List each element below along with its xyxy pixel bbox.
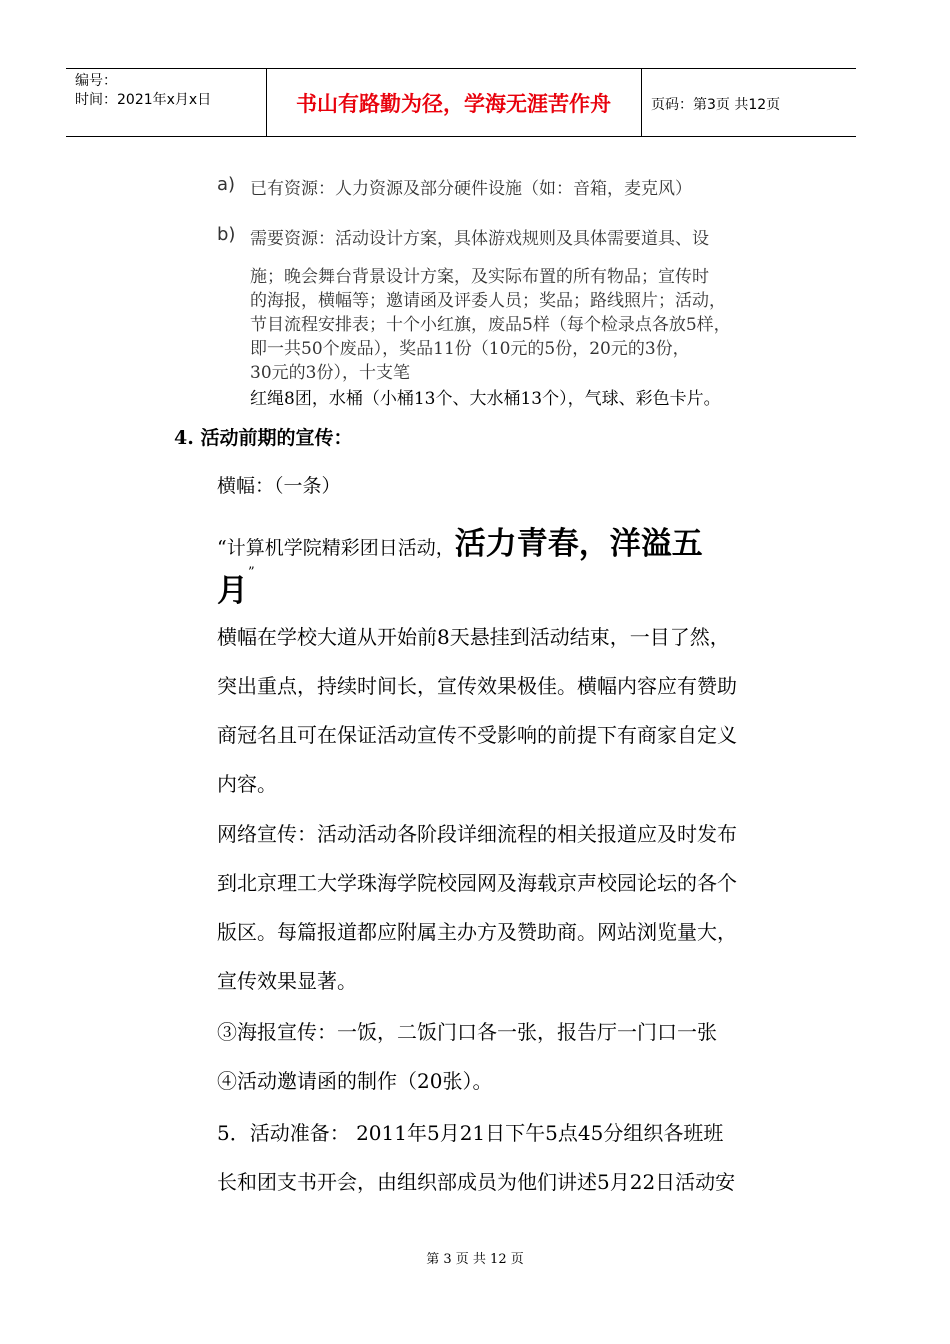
web-para-line-3: 版区。每篇报道都应附属主办方及赞助商。网站浏览量大， (217, 920, 737, 944)
list-marker-b: b) (217, 224, 236, 245)
section-5-line-2: 长和团支书开会，由组织部成员为他们讲述5月22日活动安 (217, 1170, 736, 1194)
invite-item: ④活动邀请函的制作（20张）。 (217, 1069, 493, 1093)
header-time-label: 时间：2021年x月x日 (75, 92, 212, 108)
section-4-heading: 4. 活动前期的宣传： (174, 427, 353, 449)
slogan-line-1 (217, 518, 703, 563)
list-item-b-line-5: 即一共50个废品），奖品11份（10元的5份，20元的3份， (250, 339, 690, 359)
header-meta (75, 72, 211, 110)
list-item-b-line-7: 红绳8团，水桶（小桶13个、大水桶13个），气球、彩色卡片。 (250, 389, 721, 409)
list-item-a: 已有资源：人力资源及部分硬件设施（如：音箱，麦克风） (250, 179, 692, 199)
banner-para-line-1: 横幅在学校大道从开始前8天悬挂到活动结束，一目了然， (217, 625, 730, 649)
header-bottom-rule (66, 136, 856, 137)
poster-item: ③海报宣传：一饭，二饭门口各一张，报告厅一门口一张 (217, 1020, 717, 1044)
slogan-big-1: 活力青春，洋溢五 (454, 526, 703, 562)
web-para-line-2: 到北京理工大学珠海学院校园网及海载京声校园论坛的各个 (217, 871, 737, 895)
slogan-open: “计算机学院精彩团日活动， (217, 537, 455, 559)
banner-para-line-3: 商冠名且可在保证活动宣传不受影响的前提下有商家自定义 (217, 723, 737, 747)
web-para-line-4: 宣传效果显著。 (217, 969, 357, 993)
list-item-b-line-6: 30元的3份），十支笔 (250, 363, 410, 383)
list-item-b-line-2: 施；晚会舞台背景设计方案，及实际布置的所有物品；宣传时 (250, 267, 709, 287)
slogan-close: ” (248, 565, 255, 580)
slogan-big-2: 月 (217, 573, 248, 609)
header-motto: 书山有路勤为径，学海无涯苦作舟 (296, 92, 611, 116)
banner-para-line-4: 内容。 (217, 772, 277, 796)
page-footer: 第 3 页 共 12 页 (426, 1252, 524, 1267)
header-top-rule (66, 68, 856, 69)
banner-para-line-2: 突出重点，持续时间长，宣传效果极佳。横幅内容应有赞助 (217, 674, 737, 698)
section-5-line-1: 5．活动准备： 2011年5月21日下午5点45分组织各班班 (217, 1121, 724, 1145)
header-page-label: 页码：第3页 共12页 (651, 97, 781, 113)
list-marker-a: a) (217, 174, 236, 195)
header-divider-right (641, 68, 642, 136)
list-item-b-line-4: 节目流程安排表；十个小红旗，废品5样（每个检录点各放5样， (250, 315, 731, 335)
header-number-label: 编号： (75, 73, 117, 89)
banner-label: 横幅：（一条） (217, 475, 341, 497)
web-para-line-1: 网络宣传：活动活动各阶段详细流程的相关报道应及时发布 (217, 822, 737, 846)
list-item-b-line-1: 需要资源：活动设计方案，具体游戏规则及具体需要道具、设 (250, 229, 709, 249)
list-item-b-line-3: 的海报，横幅等；邀请函及评委人员；奖品；路线照片；活动， (250, 291, 726, 311)
slogan-line-2 (217, 565, 255, 610)
